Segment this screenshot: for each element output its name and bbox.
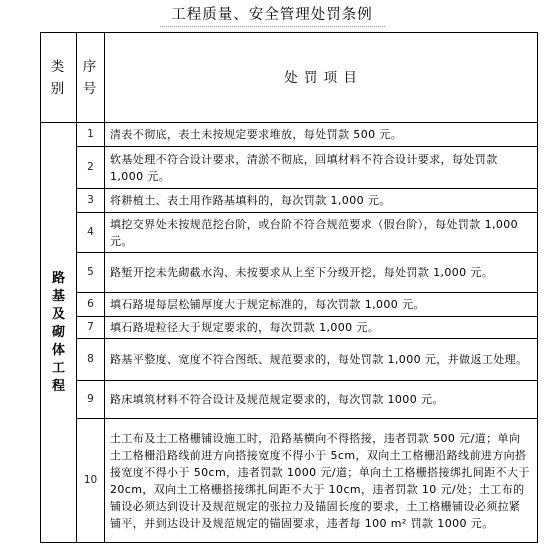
category-char: 程: [51, 378, 65, 394]
table-row: [41, 293, 538, 317]
row-number: 5: [77, 253, 105, 293]
row-number: 6: [77, 293, 105, 317]
row-text: 软基处理不符合设计要求，清淤不彻底，回填材料不符合设计要求，每处罚款 1,000 元。: [105, 147, 538, 189]
row-number: 7: [77, 317, 105, 339]
category-char: 砌: [51, 324, 65, 340]
row-text: 填石路堤粒径大于规定要求的，每次罚款 1,000 元。: [105, 317, 538, 339]
category-char: 及: [51, 306, 65, 322]
table-row: [41, 381, 538, 419]
table-row: [41, 419, 538, 543]
row-text: 清表不彻底，表土未按规定要求堆放，每处罚款 500 元。: [105, 123, 538, 147]
row-text: 填石路堤每层松铺厚度大于规定标准的，每次罚款 1,000 元。: [105, 293, 538, 317]
table-row: [41, 317, 538, 339]
table-row: [41, 213, 538, 253]
table-row: [41, 123, 538, 147]
category-char: 体: [51, 342, 65, 358]
header-seq: [77, 33, 105, 123]
row-number: 4: [77, 213, 105, 253]
row-text: 土工布及土工格栅铺设施工时，沿路基横向不得搭接，违者罚款 500 元/道；单向土工格栅沿路线前进方向搭接宽度不得小于 5cm，双向土工格栅沿路线前进方向搭接宽度不得小于 50cm，违者罚款 1000 元/道；单向土工格栅搭接绑扎间距不大于 20cm，双向土工格栅搭接绑扎间距不大于 10cm，违者罚款 10 元/处；土工布的铺设必须达到设计及规范规定的张拉力及锚固长度的要求，土工格栅铺设必须拉紧铺平，并到达设计及规范规定的锚固要求，违者每 100 m² 罚款 1000 元。: [105, 419, 538, 543]
table-row: [41, 189, 538, 213]
row-text: 路基平整度、宽度不符合图纸、规范要求的，每处罚款 1,000 元，并做返工处理。: [105, 339, 538, 381]
row-number: 2: [77, 147, 105, 189]
title-underline: [160, 26, 385, 27]
category-char: 路: [51, 270, 65, 286]
header-seq-char: 号: [82, 80, 99, 97]
category-char: 工: [51, 360, 65, 376]
row-number: 1: [77, 123, 105, 147]
table-row: [41, 147, 538, 189]
row-text: 路床填筑材料不符合设计及规范规定要求的，每次罚款 1000 元。: [105, 381, 538, 419]
category-char: 基: [51, 288, 65, 304]
category-cell: [41, 123, 77, 543]
row-text: 将耕植土、表土用作路基填料的，每次罚款 1,000 元。: [105, 189, 538, 213]
header-category-char: 类: [50, 58, 67, 75]
penalty-table: [40, 32, 538, 543]
header-seq-char: 序: [82, 58, 99, 75]
row-text: 填挖交界处未按规范挖台阶，或台阶不符合规范要求（假台阶），每处罚款 1,000 元。: [105, 213, 538, 253]
row-number: 10: [77, 419, 105, 543]
header-category: [41, 33, 77, 123]
table-row: [41, 253, 538, 293]
row-number: 9: [77, 381, 105, 419]
row-number: 8: [77, 339, 105, 381]
row-text: 路堑开挖未先砌截水沟、未按要求从上至下分级开挖，每处罚款 1,000 元。: [105, 253, 538, 293]
header-category-char: 别: [50, 80, 67, 97]
page-title: 工程质量、安全管理处罚条例: [171, 7, 373, 23]
header-item: 处 罚 项 目: [105, 33, 538, 123]
table-header-row: [41, 33, 538, 123]
row-number: 3: [77, 189, 105, 213]
table-row: [41, 339, 538, 381]
